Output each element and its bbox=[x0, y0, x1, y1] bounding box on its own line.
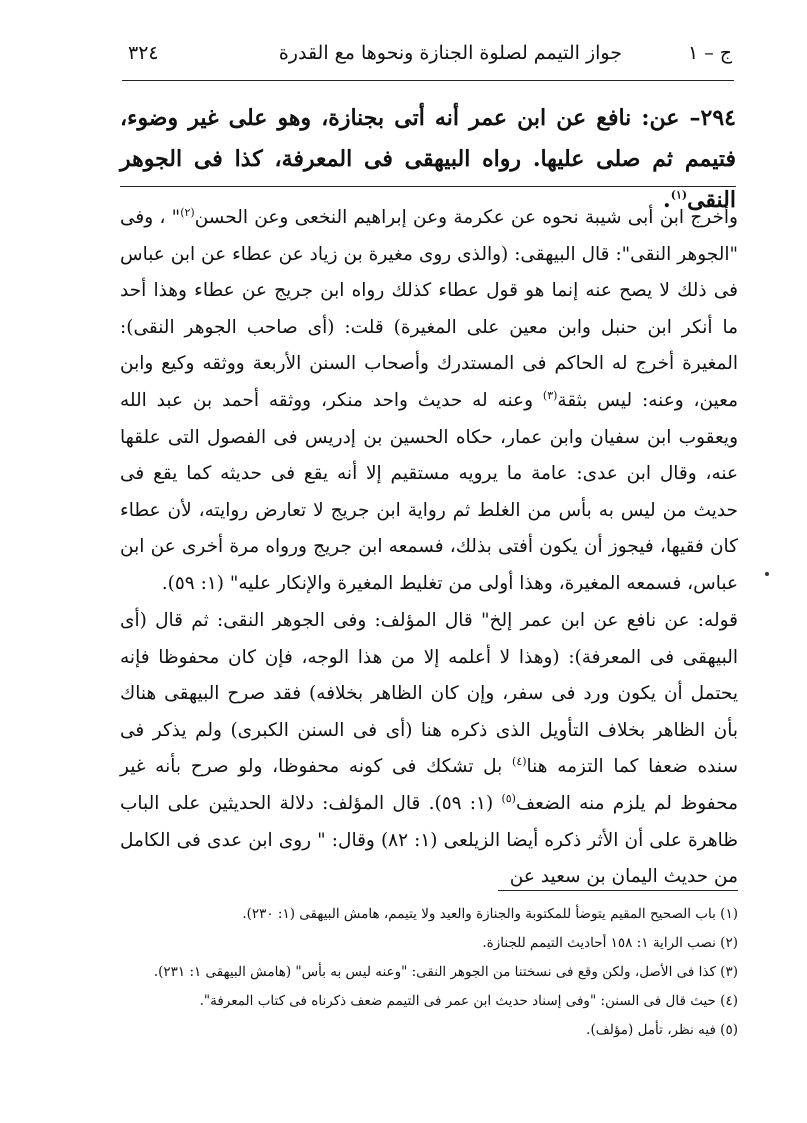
footnote-4: (٤) حيث قال فى السنن: "وفى إسناد حديث ابن عمر فى التيمم ضعف ذكرناه فى كتاب المعرفة". bbox=[199, 993, 738, 1009]
paragraph-text: بل تشكك فى كونه محفوظا، ولو صرح بأنه غير محفوظ لم يلزم منه الضعف bbox=[120, 756, 738, 814]
footnote-3: (٣) كذا فى الأصل، ولكن وقع فى نسختنا من الجوهر النقى: "وعنه ليس به بأس" (هامش البيهقى ١: ٢٣١). bbox=[153, 964, 738, 980]
footnote-divider bbox=[498, 890, 738, 891]
paragraph-text: وأخرج ابن أبى شيبة نحوه عن عكرمة وعن إبراهيم النخعى وعن الحسن bbox=[194, 207, 738, 228]
running-header bbox=[128, 38, 732, 78]
paragraph-text: (١: ٥٩). قال المؤلف: دلالة الحديثين على الباب ظاهرة على أن الأثر ذكره أيضا الزيلعى (١: ٨٢) وقال: " روى ابن عدى فى الكامل من حديث اليمان بن سعيد عن bbox=[120, 792, 738, 888]
paragraph-text: قوله: عن نافع عن ابن عمر إلخ" قال المؤلف: وفى الجوهر النقى: ثم قال (أى البيهقى فى المعرفة): (وهذا لا أعلمه إلا من هذا الوجه، فإن كان محفوظا فإنه يحتمل أن يكون ورد فى سفر، وإن كان الظاهر بخلافه) فقد صرح البيهقى هناك بأن الظاهر بخلاف التأويل الذى ذكره هنا (أى فى السنن الكبرى) ولم يذكر فى سنده ضعفا كما التزمه هنا bbox=[120, 610, 738, 778]
paragraph-text: " ، وفى "الجوهر النقى": قال البيهقى: (والذى روى مغيرة بن زياد عن عطاء عن ابن عباس فى ذلك لا يصح عنه إنما هو قول عطاء كذلك رواه ابن جريج عن عطاء وهذا أحد ما أنكر ابن حنبل وابن معين على المغيرة) قلت: (أى صاحب الجوهر النقى): المغيرة أخرج له الحاكم فى المستدرك وأصحاب السنن الأربعة ووثقه وكيع وابن معين، وعنه: ليس بثقة bbox=[120, 207, 739, 411]
margin-mark bbox=[765, 572, 769, 576]
volume-number: ج – ١ bbox=[687, 42, 732, 64]
paragraph-text: وعنه له حديث واحد منكر، ووثقه أحمد بن عبد الله ويعقوب ابن سفيان وابن عمار، حكاه الحسين بن إدريس فى الفصول التى علقها عنه، وقال ابن عدى: عامة ما يرويه مستقيم إلا أنه يقع فى حديثه كما يقع فى حديث من ليس به بأس من الغلط ثم رواية ابن جريج لا تعارض روايته، لأن عطاء كان فقيها، فيجوز أن يكون أفتى بذلك، فسمعه ابن جريج ورواه مرة أخرى عن ابن عباس، فسمعه المغيرة، وهذا أولى من تغليط المغيرة والإنكار عليه" (١: ٥٩). bbox=[120, 389, 738, 594]
footnote-ref: (٢) bbox=[180, 205, 195, 219]
page-number: ٣٢٤ bbox=[128, 42, 159, 64]
header-divider bbox=[122, 80, 734, 81]
footnote-5: (٥) فيه نظر، تأمل (مؤلف). bbox=[586, 1022, 738, 1038]
chapter-title: جواز التيمم لصلوة الجنازة ونحوها مع القدرة bbox=[278, 42, 622, 64]
commentary-paragraph-2 bbox=[120, 603, 738, 896]
footnote-ref: (٥) bbox=[501, 791, 516, 805]
footnote-ref: (١) bbox=[670, 188, 688, 202]
footnote-2: (٢) نصب الراية ١: ١٥٨ أحاديث التيمم للجنازة. bbox=[482, 935, 738, 951]
hadith-body: ٢٩٤– عن: نافع عن ابن عمر أنه أتى بجنازة، وهو على غير وضوء، فتيمم ثم صلى عليها. رواه البيهقى فى المعرفة، كذا فى الجوهر النقى bbox=[120, 105, 736, 213]
footnotes bbox=[120, 900, 738, 1045]
footnote-ref: (٤) bbox=[512, 755, 527, 769]
commentary-paragraph-1 bbox=[120, 200, 738, 603]
section-divider bbox=[120, 186, 736, 187]
footnote-ref: (٣) bbox=[542, 388, 558, 402]
hadith-end: . bbox=[663, 187, 671, 213]
footnote-1: (١) باب الصحيح المقيم يتوضأ للمكتوبة والجنازة والعيد ولا يتيمم، هامش البيهقى (١: ٢٣٠). bbox=[242, 906, 738, 922]
